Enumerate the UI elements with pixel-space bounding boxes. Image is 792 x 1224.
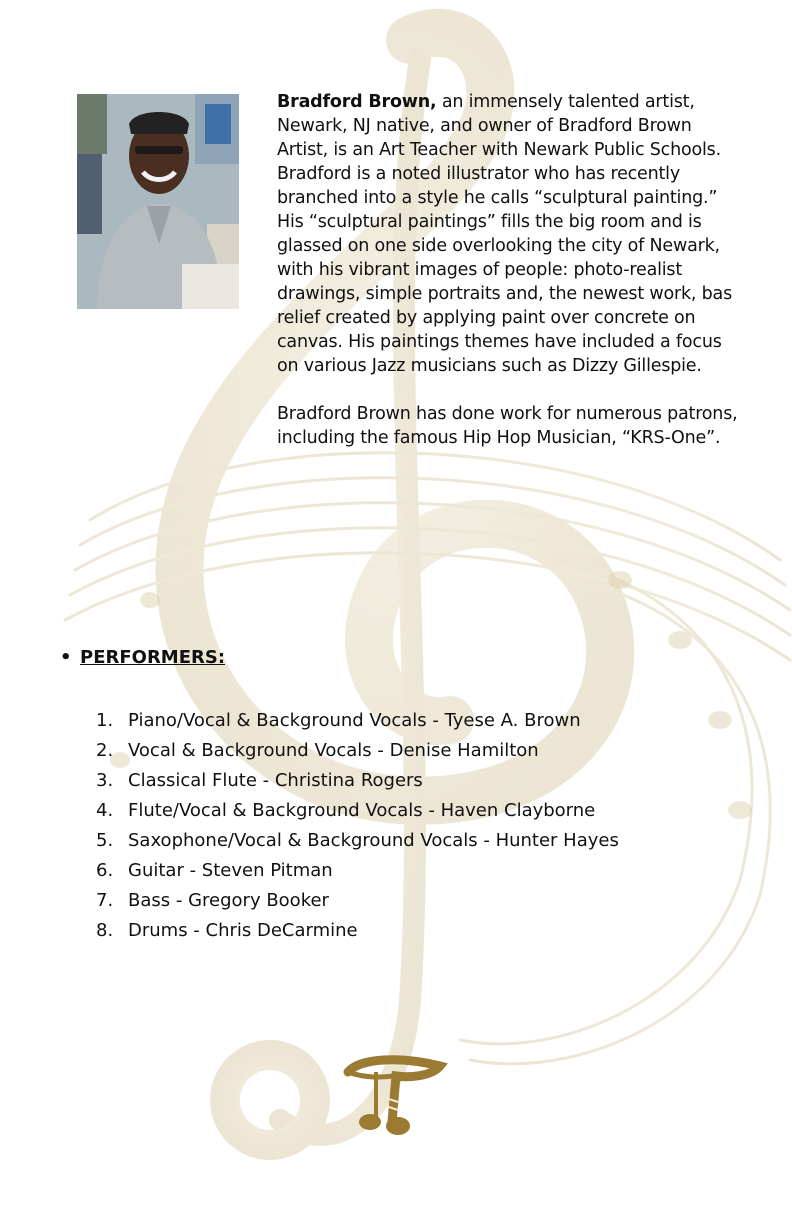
portrait-photo: [77, 94, 239, 309]
list-number: 6.: [96, 860, 114, 881]
list-number: 8.: [96, 920, 114, 941]
bio-paragraph-1-text: an immensely talented artist, Newark, NJ native, and owner of Bradford Brown Artist, is an Art Teacher with Newark Public Schools. Bradford is a noted illustrator who has recently branched into a style he calls “sculptural painting.” His “sculptural paintings” fills the big room and is glassed on one side overlooking the city of Newark, with his vibrant images of people: photo-realist drawings, simple portraits and, the newest work, bas relief created by applying paint over concrete on canvas. His paintings themes have included a focus on various Jazz musicians such as Dizzy Gillespie.: [277, 92, 732, 376]
performer-list: [96, 706, 756, 946]
list-number: 3.: [96, 770, 114, 791]
performer-entry: Saxophone/Vocal & Background Vocals - Hunter Hayes: [128, 830, 619, 851]
list-item: [96, 886, 756, 916]
performer-entry: Guitar - Steven Pitman: [128, 860, 333, 881]
list-number: 5.: [96, 830, 114, 851]
list-number: 2.: [96, 740, 114, 761]
list-item: [96, 856, 756, 886]
list-number: 7.: [96, 890, 114, 911]
list-number: 4.: [96, 800, 114, 821]
bullet: •: [60, 647, 72, 668]
performer-entry: Flute/Vocal & Background Vocals - Haven Clayborne: [128, 800, 596, 821]
list-item: [96, 766, 756, 796]
artist-name: Bradford Brown,: [277, 92, 437, 112]
list-item: [96, 736, 756, 766]
artist-bio: [277, 90, 747, 450]
performers-heading-label: PERFORMERS:: [80, 647, 226, 668]
list-item: [96, 706, 756, 736]
list-item: [96, 796, 756, 826]
list-number: 1.: [96, 710, 114, 731]
performer-entry: Bass - Gregory Booker: [128, 890, 329, 911]
performers-heading: [60, 646, 225, 670]
music-note-logo-icon: [340, 1050, 450, 1140]
performer-entry: Vocal & Background Vocals - Denise Hamilton: [128, 740, 539, 761]
bio-paragraph-2: Bradford Brown has done work for numerous patrons, including the famous Hip Hop Musician, “KRS-One”.: [277, 404, 738, 448]
list-item: [96, 826, 756, 856]
performer-entry: Drums - Chris DeCarmine: [128, 920, 358, 941]
performer-entry: Classical Flute - Christina Rogers: [128, 770, 423, 791]
bio-paragraph-1: [277, 90, 747, 378]
performer-entry: Piano/Vocal & Background Vocals - Tyese A. Brown: [128, 710, 581, 731]
list-item: [96, 916, 756, 946]
